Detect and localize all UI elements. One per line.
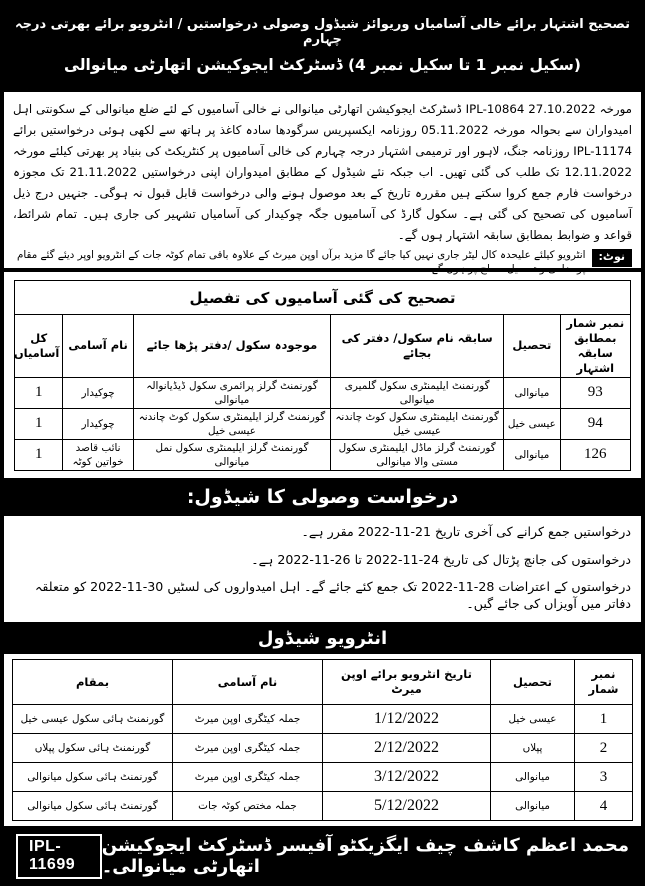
- table-row: [13, 734, 633, 763]
- ad-title-line2: (سکیل نمبر 1 تا سکیل نمبر 4) ڈسٹرکٹ ایجوکیشن اتھارٹی میانوالی: [64, 55, 581, 74]
- receipt-schedule-section: [4, 516, 641, 622]
- cell-former: گورنمنٹ ایلیمنٹری سکول کوٹ چاندنہ عیسی خیل: [331, 408, 504, 439]
- cell-total: 1: [15, 439, 63, 470]
- interview-table-header-row: [13, 660, 633, 705]
- cell-interview-date: 2/12/2022: [323, 734, 491, 763]
- cell-venue: گورنمنٹ ہائی سکول میانوالی: [13, 792, 173, 821]
- table-row: [15, 408, 631, 439]
- cell-former: گورنمنٹ گرلز ماڈل ایلیمنٹری سکول مستی والا میانوالی: [331, 439, 504, 470]
- col-current-school: موجودہ سکول /دفتر پڑھا جائے: [133, 315, 330, 378]
- correction-table-title: تصحیح کی گئی آسامیوں کی تفصیل: [15, 281, 631, 315]
- cell-tehsil: میانوالی: [491, 792, 575, 821]
- correction-table-header-row: [15, 315, 631, 378]
- cell-former: گورنمنٹ ایلیمنٹری سکول گلمیری میانوالی: [331, 377, 504, 408]
- intro-section: [4, 92, 641, 275]
- table-row: [15, 439, 631, 470]
- table-row: [13, 792, 633, 821]
- col-venue: بمقام: [13, 660, 173, 705]
- cell-venue: گورنمنٹ ہائی سکول میانوالی: [13, 763, 173, 792]
- cell-serial: 94: [560, 408, 630, 439]
- ad-masthead: [0, 0, 645, 92]
- table-row: [13, 705, 633, 734]
- col-post-name: نام آسامی: [63, 315, 133, 378]
- note-label-chip: نوٹ:: [592, 249, 632, 267]
- receipt-schedule-band: درخواست وصولی کا شیڈول:: [186, 486, 459, 508]
- cell-post: جملہ کیٹگری اوپن میرٹ: [173, 705, 323, 734]
- ipl-number-box: IPL-11699: [16, 834, 102, 879]
- cell-serial: 126: [560, 439, 630, 470]
- correction-table-title-row: [15, 281, 631, 315]
- table-row: [15, 377, 631, 408]
- col-tehsil: تحصیل: [491, 660, 575, 705]
- cell-venue: گورنمنٹ ہائی سکول عیسی خیل: [13, 705, 173, 734]
- note-text: انٹرویو کیلئے علیحدہ کال لیٹر جاری نہیں کیا جائے گا مزید برآں اوپن میرٹ کے علاوہ باقی تمام کوٹہ جات کے انٹرویو اوپر دیئے گئے مقام پر ضلعی و تحصیل سطح پر ہوں گے: [16, 248, 586, 275]
- cell-venue: گورنمنٹ ہائی سکول پپلاں: [13, 734, 173, 763]
- cell-total: 1: [15, 377, 63, 408]
- cell-post: جملہ کیٹگری اوپن میرٹ: [173, 763, 323, 792]
- table-row: [13, 763, 633, 792]
- cell-interview-date: 1/12/2022: [323, 705, 491, 734]
- schedule-line-scrutiny: درخواستوں کی جانچ پڑتال کی تاریخ 24-11-2022 تا 26-11-2022 ہے۔: [251, 551, 631, 567]
- col-post-name: نام آسامی: [173, 660, 323, 705]
- interview-table: [12, 659, 633, 821]
- schedule-line-last-date: درخواستیں جمع کرانے کی آخری تاریخ 21-11-2022 مقرر ہے۔: [301, 524, 631, 539]
- col-serial-prev-ad: نمبر شمار بمطابق سابقہ اشتہار: [560, 315, 630, 378]
- cell-tehsil: پپلاں: [491, 734, 575, 763]
- cell-interview-date: 3/12/2022: [323, 763, 491, 792]
- cell-serial: 2: [575, 734, 633, 763]
- cell-post: چوکیدار: [63, 408, 133, 439]
- cell-tehsil: میانوالی: [504, 377, 560, 408]
- cell-post: چوکیدار: [63, 377, 133, 408]
- ad-title-line1: تصحیح اشتہار برائے خالی آسامیاں وریوائز شیڈول وصولی درخواستیں / انٹرویو برائے بھرتی درجہ چہارم: [14, 16, 631, 47]
- interview-schedule-band: انٹرویو شیڈول: [257, 627, 388, 649]
- cell-tehsil: عیسی خیل: [504, 408, 560, 439]
- cell-serial: 93: [560, 377, 630, 408]
- cell-tehsil: عیسی خیل: [491, 705, 575, 734]
- cell-post: جملہ مختص کوٹہ جات: [173, 792, 323, 821]
- schedule-line-objections: درخواستوں کے اعتراضات 28-11-2022 تک جمع کئے جائے گے۔ اہل امیدواروں کی لسٹیں 30-11-2022 کو متعلقہ دفاتر میں آویزاں کی جائے گیں۔: [35, 579, 631, 611]
- cell-current: گورنمنٹ گرلز ایلیمنٹری سکول کوٹ چاندنہ عیسی خیل: [133, 408, 330, 439]
- cell-serial: 3: [575, 763, 633, 792]
- note-line: [13, 249, 632, 277]
- correction-table: [14, 280, 631, 471]
- col-serial: نمبر شمار: [575, 660, 633, 705]
- cell-current: گورنمنٹ گرلز ایلیمنٹری سکول نمل میانوالی: [133, 439, 330, 470]
- cell-tehsil: میانوالی: [491, 763, 575, 792]
- interview-table-section: [4, 654, 641, 826]
- col-total-posts: کل آسامیاں: [15, 315, 63, 378]
- cell-serial: 4: [575, 792, 633, 821]
- col-interview-date: تاریخ انٹرویو برائے اوپن میرٹ: [323, 660, 491, 705]
- ad-footer: [0, 826, 645, 886]
- cell-current: گورنمنٹ گرلز پرائمری سکول ڈیڈیانوالہ میانوالی: [133, 377, 330, 408]
- cell-post: جملہ کیٹگری اوپن میرٹ: [173, 734, 323, 763]
- cell-interview-date: 5/12/2022: [323, 792, 491, 821]
- cell-post: نائب قاصد خواتین کوٹہ: [63, 439, 133, 470]
- cell-tehsil: میانوالی: [504, 439, 560, 470]
- officer-signature: محمد اعظم کاشف چیف ایگزیکٹو آفیسر ڈسٹرکٹ ایجوکیشن اتھارٹی میانوالی۔: [101, 835, 629, 877]
- col-tehsil: تحصیل: [504, 315, 560, 378]
- correction-table-section: [4, 272, 641, 478]
- intro-paragraph: مورخہ IPL-10864 27.10.2022 ڈسٹرکٹ ایجوکیشن اتھارٹی میانوالی نے خالی آسامیوں کے لئے ضلع میانوالی کے سکونتی اہل امیدواران سے بحوالہ مورخہ 05.11.2022 روزنامہ ایکسپریس سرگودھا سادہ کاغذ پر ہاتھ سے لکھی ہوئی درخواستیں برائے IPL-11174 روزنامہ جنگ، لاہور اور ترمیمی اشتہار درجہ چہارم کی خالی آسامیوں پر کنٹریکٹ کی بنیاد پر بھرتی کیلئے مورخہ 12.11.2022 تک طلب کی گئی تھیں۔ اب جبکہ نئے شیڈول کے مطابق امیدواران اپنی درخواستیں 21.11.2022 تک مجوزہ درخواست فارم جمع کروا سکتے ہیں مقررہ تاریخ کے بعد موصول ہونے والی درخواست قابل قبول نہ ہوگی۔ جنہیں درج ذیل آسامیوں کی تصحیح کی گئی ہے۔ سکول گارڈ کی آسامیوں جگہ چوکیدار کی آسامیاں تشہیر کی جاری ہیں۔ تمام شرائط، قواعد و ضوابط بمطابق سابقہ اشتہار ہوں گے۔: [13, 102, 632, 242]
- cell-serial: 1: [575, 705, 633, 734]
- cell-total: 1: [15, 408, 63, 439]
- col-former-school: سابقہ نام سکول/ دفتر کی بجائے: [331, 315, 504, 378]
